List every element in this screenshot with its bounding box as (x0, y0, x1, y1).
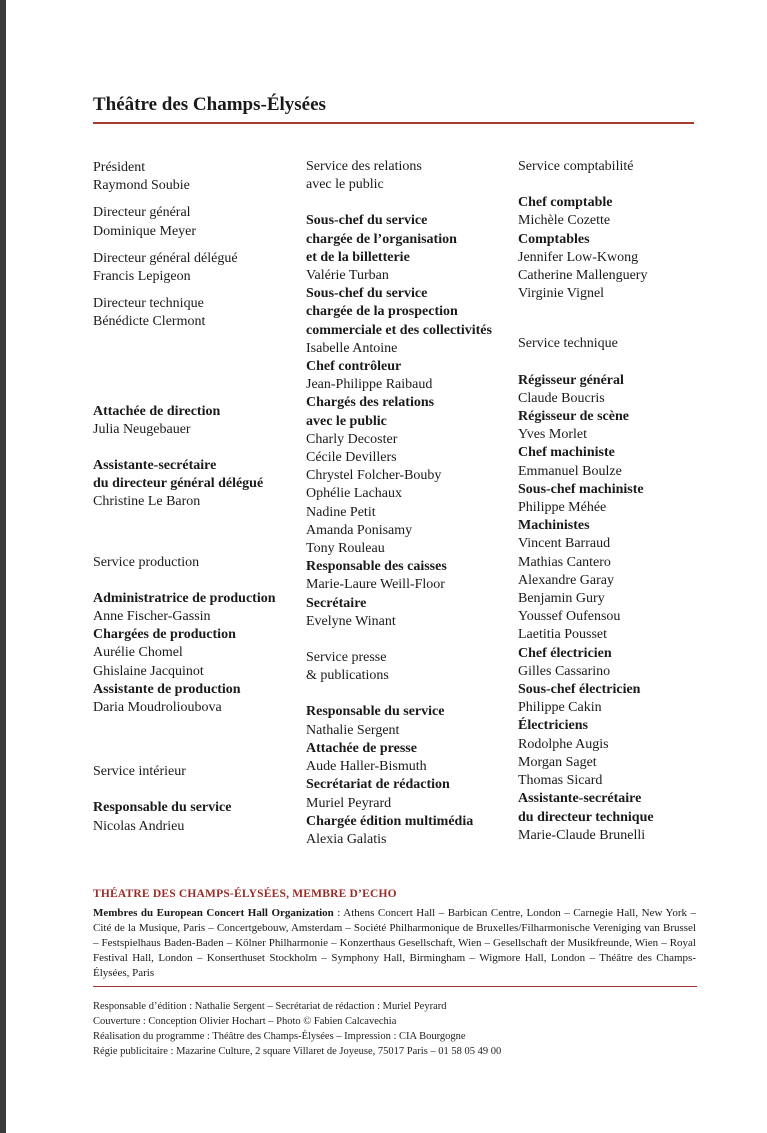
credits-block (93, 999, 696, 1059)
role-title: Chef machiniste (518, 445, 615, 461)
spacer (518, 176, 723, 194)
role-title: du directeur général délégué (93, 476, 264, 492)
person-name: Claude Boucris (518, 390, 605, 406)
role-title: Chargées de production (93, 627, 236, 643)
person-name: Dominique Meyer (93, 223, 197, 239)
column-2 (306, 158, 511, 849)
role-title: Sous-chef électricien (518, 682, 641, 698)
role-title: Responsable du service (306, 704, 445, 720)
role-title: Électriciens (518, 718, 588, 734)
person-name: Isabelle Antoine (306, 340, 398, 356)
role-title: Machinistes (518, 518, 590, 534)
role-title: Chargée édition multimédia (306, 813, 474, 829)
role-title: commerciale et des collectivités (306, 322, 492, 338)
person-name: Marie-Claude Brunelli (518, 827, 646, 843)
person-name: Catherine Mallenguery (518, 268, 648, 284)
echo-heading: THÉATRE DES CHAMPS-ÉLYSÉES, MEMBRE D’ECHO (93, 888, 397, 900)
role-title: Régisseur de scène (518, 409, 629, 425)
column-3 (518, 158, 723, 845)
person-name: Julia Neugebauer (93, 421, 191, 437)
person-name: Benjamin Gury (518, 591, 605, 607)
echo-members-paragraph (93, 906, 696, 981)
person-name: Bénédicte Clermont (93, 314, 206, 330)
role-title: Secrétariat de rédaction (306, 777, 450, 793)
person-name: Amanda Ponisamy (306, 522, 413, 538)
role-title: Chargés des relations (306, 395, 435, 411)
spacer (93, 195, 298, 204)
person-name: Mathias Cantero (518, 554, 611, 570)
person-name: Ophélie Lachaux (306, 486, 403, 502)
person-name: Michèle Cozette (518, 213, 611, 229)
role-title: Chef électricien (518, 645, 612, 661)
person-name: Jennifer Low-Kwong (518, 249, 639, 265)
person-name: Ghislaine Jacquinot (93, 663, 204, 679)
role-title: Sous-chef du service (306, 213, 428, 229)
person-name: Christine Le Baron (93, 494, 201, 510)
section-heading: Directeur technique (93, 296, 204, 312)
column-1 (93, 159, 298, 836)
person-name: Daria Moudrolioubova (93, 700, 222, 716)
role-title: Chef contrôleur (306, 359, 402, 375)
role-title: Sous-chef du service (306, 286, 428, 302)
spacer (518, 303, 723, 335)
person-name: Nathalie Sergent (306, 722, 400, 738)
person-name: Rodolphe Augis (518, 736, 609, 752)
person-name: Philippe Cakin (518, 700, 602, 716)
role-title: Assistante-secrétaire (93, 458, 217, 474)
footer-rule (93, 986, 697, 987)
role-title: et de la billetterie (306, 249, 410, 265)
section-heading: Directeur général (93, 205, 191, 221)
person-name: Vincent Barraud (518, 536, 611, 552)
section-heading: Directeur général délégué (93, 250, 238, 266)
scan-edge (0, 0, 6, 1133)
person-name: Aude Haller-Bismuth (306, 759, 427, 775)
section-heading: Service production (93, 554, 200, 570)
section-heading: Service des relations (306, 159, 422, 174)
person-name: Youssef Oufensou (518, 609, 621, 625)
person-name: Marie-Laure Weill-Floor (306, 577, 445, 593)
person-name: Raymond Soubie (93, 178, 190, 194)
role-title: Responsable des caisses (306, 559, 447, 575)
role-title: Chef comptable (518, 195, 613, 211)
person-name: Cécile Devillers (306, 450, 397, 466)
role-title: Comptables (518, 231, 590, 247)
section-heading: Service presse (306, 650, 387, 666)
person-name: Aurélie Chomel (93, 645, 183, 661)
person-name: Francis Lepigeon (93, 269, 191, 285)
role-title: Responsable du service (93, 800, 232, 816)
spacer (93, 512, 298, 554)
members-text: : Athens Concert Hall – Barbican Centre, London – Carnegie Hall, New York – Cité de la Musique, Paris – Concertgebouw, Amsterdam – Société Philharmonique de Bruxelles/Filharmonische Vereniging van Brussel – Festspielhaus Baden-Baden – Kölner Philharmonie – Konzerthaus Gesellschaft, Wien – Gesellschaft der Musikfreunde, Wien – Royal Festival Hall, London – Konserthuset Stockholm – Symphony Hall, Birmingham – Wigmore Hall, London – Théâtre des Champs-Élysées, Paris (93, 907, 697, 979)
person-name: Charly Decoster (306, 431, 398, 447)
spacer (93, 332, 298, 403)
person-name: Gilles Cassarino (518, 663, 611, 679)
role-title: Assistante de production (93, 681, 241, 697)
person-name: Virginie Vignel (518, 286, 605, 302)
person-name: Morgan Saget (518, 754, 597, 770)
spacer (93, 241, 298, 250)
role-title: chargée de la prospection (306, 304, 458, 320)
person-name: Muriel Peyrard (306, 795, 392, 811)
role-title: du directeur technique (518, 809, 654, 825)
person-name: Chrystel Folcher-Bouby (306, 468, 442, 484)
person-name: Valérie Turban (306, 268, 389, 284)
role-title: Régisseur général (518, 372, 624, 388)
person-name: Laetitia Pousset (518, 627, 608, 643)
section-heading: avec le public (306, 177, 384, 193)
person-name: Alexandre Garay (518, 572, 615, 588)
credit-line: Réalisation du programme : Théâtre des Champs-Élysées – Impression : CIA Bourgogne (93, 1031, 466, 1042)
credit-line: Responsable d’édition : Nathalie Sergent – Secrétariat de rédaction : Muriel Peyrard (93, 1001, 447, 1012)
spacer (93, 439, 298, 457)
person-name: Anne Fischer-Gassin (93, 609, 211, 625)
section-heading: & publications (306, 668, 389, 684)
title-rule (93, 122, 694, 124)
role-title: Attachée de direction (93, 403, 221, 419)
members-label: Membres du European Concert Hall Organization (93, 907, 334, 919)
credit-line: Régie publicitaire : Mazarine Culture, 2 square Villaret de Joyeuse, 75017 Paris – 01 58 05 49 00 (93, 1046, 502, 1057)
role-title: Sous-chef machiniste (518, 481, 644, 497)
section-heading: Service technique (518, 336, 618, 352)
person-name: Nicolas Andrieu (93, 818, 185, 834)
spacer (93, 572, 298, 590)
person-name: Emmanuel Boulze (518, 463, 622, 479)
person-name: Evelyne Winant (306, 613, 396, 629)
person-name: Thomas Sicard (518, 773, 603, 789)
spacer (306, 685, 511, 703)
person-name: Nadine Petit (306, 504, 376, 520)
section-heading: Service intérieur (93, 764, 186, 780)
spacer (93, 781, 298, 799)
spacer (306, 631, 511, 649)
spacer (306, 194, 511, 212)
section-heading: Président (93, 160, 146, 175)
page-title: Théâtre des Champs-Élysées (93, 94, 326, 115)
person-name: Alexia Galatis (306, 831, 387, 847)
role-title: Assistante-secrétaire (518, 791, 642, 807)
role-title: avec le public (306, 413, 387, 429)
role-title: Secrétaire (306, 595, 367, 611)
credit-line: Couverture : Conception Olivier Hochart – Photo © Fabien Calcavechia (93, 1016, 397, 1027)
role-title: Attachée de presse (306, 740, 417, 756)
spacer (93, 286, 298, 295)
spacer (93, 717, 298, 763)
spacer (518, 354, 723, 372)
person-name: Tony Rouleau (306, 541, 385, 557)
section-heading: Service comptabilité (518, 159, 634, 174)
role-title: chargée de l’organisation (306, 231, 457, 247)
person-name: Jean-Philippe Raibaud (306, 377, 433, 393)
person-name: Philippe Méhée (518, 500, 607, 516)
role-title: Administratrice de production (93, 590, 276, 606)
person-name: Yves Morlet (518, 427, 587, 443)
